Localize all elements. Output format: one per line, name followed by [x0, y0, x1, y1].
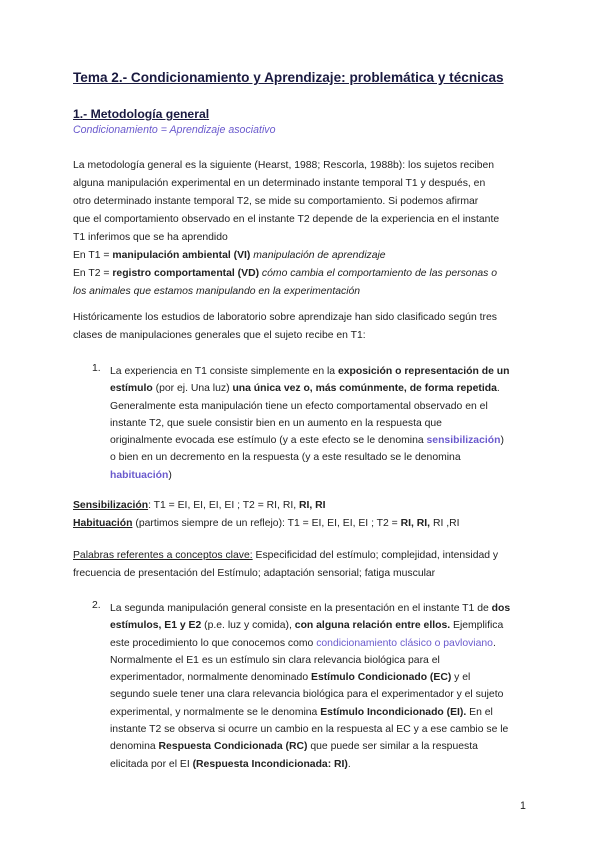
- list-number: 2.: [92, 600, 101, 611]
- hab-def: [73, 515, 528, 533]
- item2-line: [110, 669, 528, 686]
- item2-line: [110, 600, 528, 617]
- text: originalmente evocada ese estímulo (y a este efecto se le denomina: [110, 435, 427, 447]
- text: (p.e. luz y comida),: [201, 620, 295, 632]
- item2-line: [110, 738, 528, 755]
- item2-line: [110, 704, 528, 721]
- item1-line: [110, 432, 528, 449]
- historic-line: Históricamente los estudios de laboratorio sobre aprendizaje han sido clasificado según tres: [73, 312, 497, 323]
- text: que puede ser similar a la respuesta: [307, 741, 478, 753]
- bold-text: Estímulo Incondicionado (EI).: [320, 706, 467, 718]
- text: (partimos siempre de un reflejo): T1 = EI, EI, EI, EI ; T2 =: [132, 518, 401, 529]
- term-sensibilizacion: sensibilización: [426, 435, 501, 447]
- intro-line: La metodología general es la siguiente (Hearst, 1988; Rescorla, 1988b): los sujetos reciben: [73, 160, 495, 171]
- item2-line: [110, 617, 528, 634]
- item1-line: instante T2, que suele consistir bien en un aumento en la respuesta que: [110, 417, 442, 429]
- text: En el: [466, 706, 493, 718]
- item2-line: [110, 635, 528, 652]
- bold-text: Respuesta Condicionada (RC): [158, 741, 308, 753]
- bold-text: una única vez o, más comúnmente, de forma repetida: [232, 383, 497, 395]
- t2-line: [73, 265, 528, 283]
- text: La segunda manipulación general consiste en la presentación en el instante T1 de: [110, 603, 492, 614]
- list-item-2: [110, 600, 528, 773]
- sens-label: Sensibilización: [73, 500, 149, 511]
- text: .: [347, 758, 351, 770]
- text: .: [496, 383, 500, 395]
- text: : T1 = EI, EI, EI, EI ; T2 = RI, RI,: [148, 500, 299, 511]
- text: y el: [451, 672, 471, 684]
- keywords: [73, 547, 528, 583]
- page-number: 1: [520, 800, 526, 812]
- bold-text: Estímulo Condicionado (EC): [311, 672, 452, 684]
- item1-line: o bien en un decremento en la respuesta (y a este resultado se le denomina: [110, 452, 461, 464]
- item1-line: [110, 363, 528, 380]
- text: experimental, y normalmente se le denomina: [110, 706, 321, 718]
- section-subtitle: Condicionamiento = Aprendizaje asociativo: [73, 124, 276, 136]
- intro-line: alguna manipulación experimental en un determinado instante temporal T1 y después, en: [73, 178, 486, 189]
- keywords-line: [73, 547, 528, 565]
- intro-paragraph: [73, 157, 528, 301]
- text: Especificidad del estímulo; complejidad, intensidad y: [252, 550, 499, 561]
- bold-text: dos: [491, 603, 511, 614]
- t1-prefix: En T1 =: [73, 250, 113, 261]
- bold-text: exposición o representación de un: [337, 366, 510, 377]
- item1-line: Generalmente esta manipulación tiene un efecto comportamental observado en el: [110, 400, 488, 412]
- page-title: Tema 2.- Condicionamiento y Aprendizaje: problemática y técnicas: [73, 70, 504, 85]
- text: elicitada por el EI: [110, 758, 193, 770]
- text: La experiencia en T1 consiste simplemente en la: [110, 366, 338, 377]
- item2-line: segundo suele tener una clara relevancia biológica para el experimentador y el sujeto: [110, 689, 504, 701]
- t2-line-cont: los animales que estamos manipulando en la experimentación: [73, 286, 361, 297]
- text: ): [168, 469, 172, 481]
- text: denomina: [110, 741, 159, 753]
- definitions: [73, 497, 528, 533]
- intro-line: que el comportamiento observado en el instante T2 depende de la experiencia en el instante: [73, 214, 500, 225]
- bold-text: RI, RI: [299, 500, 326, 511]
- item2-line: [110, 756, 528, 773]
- text: (por ej. Una luz): [152, 383, 233, 395]
- bold-text: (Respuesta Incondicionada: RI): [192, 758, 348, 770]
- section-heading: 1.- Metodología general: [73, 107, 210, 121]
- hab-label: Habituación: [73, 518, 133, 529]
- keywords-line: frecuencia de presentación del Estímulo; adaptación sensorial; fatiga muscular: [73, 568, 436, 579]
- t1-bold: manipulación ambiental (VI): [112, 250, 251, 261]
- text: RI ,RI: [430, 518, 460, 529]
- t1-italic: manipulación de aprendizaje: [250, 250, 386, 261]
- item1-line: [110, 467, 528, 484]
- item1-line: [110, 380, 528, 397]
- text: .: [492, 637, 496, 649]
- t2-italic: cómo cambia el comportamiento de las personas o: [259, 268, 497, 279]
- sens-def: [73, 497, 528, 515]
- bold-text: estímulos, E1 y E2: [110, 620, 202, 632]
- term-habituacion: habituación: [110, 469, 169, 481]
- list-item-1: [110, 363, 528, 484]
- bold-text: estímulo: [110, 383, 153, 395]
- text: experimentador, normalmente denominado: [110, 672, 312, 684]
- intro-line: otro determinado instante temporal T2, se mide su comportamiento. Si podemos afirmar: [73, 196, 479, 207]
- item2-line: instante T2 se observa si ocurre un cambio en la respuesta al EC y a ese cambio se le: [110, 724, 509, 736]
- intro-line: T1 inferimos que se ha aprendido: [73, 232, 228, 243]
- bold-text: RI, RI,: [400, 518, 431, 529]
- text: este procedimiento lo que conocemos como: [110, 637, 317, 649]
- text: Ejemplifica: [450, 620, 504, 632]
- list-number: 1.: [92, 363, 101, 374]
- text: ): [500, 435, 504, 447]
- t2-bold: registro comportamental (VD): [112, 268, 260, 279]
- term-condicionamiento-clasico: condicionamiento clásico o pavloviano: [316, 637, 493, 649]
- historic-line: clases de manipulaciones generales que el sujeto recibe en T1:: [73, 330, 366, 341]
- t2-prefix: En T2 =: [73, 268, 113, 279]
- historic-paragraph: [73, 309, 528, 345]
- item2-line: Normalmente el E1 es un estímulo sin clara relevancia biológica para el: [110, 654, 440, 666]
- bold-text: con alguna relación entre ellos.: [294, 620, 451, 632]
- keywords-label: Palabras referentes a conceptos clave:: [73, 550, 253, 561]
- t1-line: [73, 247, 528, 265]
